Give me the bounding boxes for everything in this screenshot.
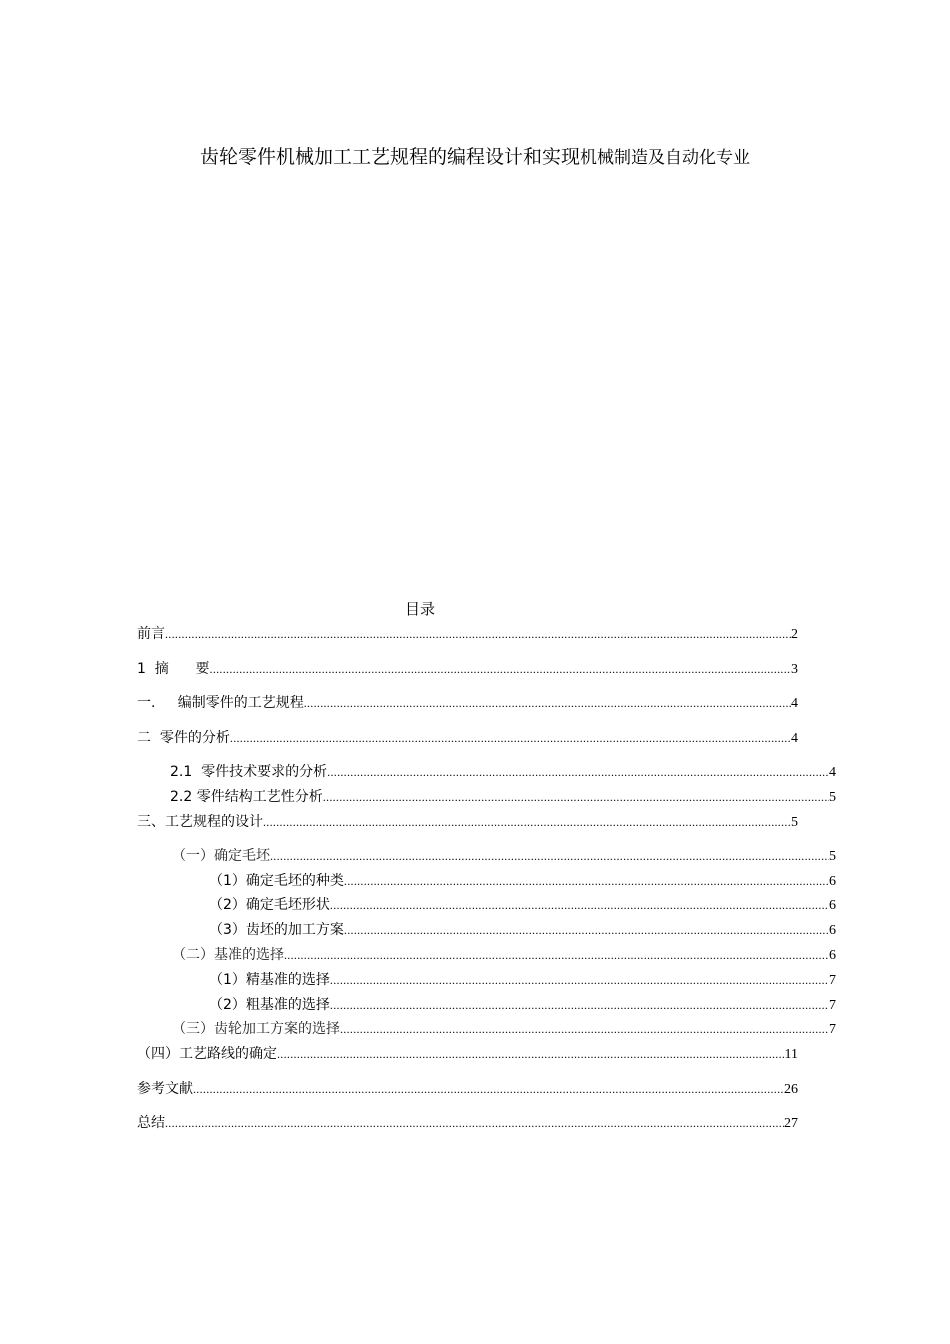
toc-entry-page: 6	[829, 948, 836, 963]
toc-entry-preface[interactable]	[137, 625, 798, 643]
toc-entry-label: （一）确定毛坯	[172, 848, 270, 864]
toc-entry-page: 5	[829, 849, 836, 864]
toc-entry-label: （1）精基准的选择	[209, 972, 330, 988]
toc-leader-dots	[330, 971, 829, 989]
toc-leader-dots	[330, 896, 829, 914]
toc-entry-3-2-1[interactable]	[209, 971, 836, 989]
toc-leader-dots	[263, 813, 791, 831]
toc-entry-label: 参考文献	[137, 1081, 193, 1097]
toc-entry-label: 一. 编制零件的工艺规程	[137, 695, 304, 711]
toc-leader-dots	[277, 1045, 785, 1063]
toc-entry-label: （四）工艺路线的确定	[137, 1046, 277, 1062]
document-title	[0, 142, 950, 169]
toc-leader-dots	[210, 660, 791, 678]
toc-entry-label: （2）确定毛坯形状	[209, 897, 330, 913]
toc-leader-dots	[327, 763, 829, 781]
toc-entry-abstract[interactable]	[137, 660, 798, 678]
toc-entry-label: 三、工艺规程的设计	[137, 814, 263, 830]
toc-leader-dots	[165, 625, 791, 643]
toc-entry-3-4[interactable]	[137, 1045, 798, 1063]
toc-leader-dots	[330, 996, 829, 1014]
toc-entry-3-3[interactable]	[172, 1020, 836, 1038]
toc-entry-page: 27	[784, 1116, 798, 1131]
toc-entry-3-1[interactable]	[172, 847, 836, 865]
toc-entry-page: 7	[829, 973, 836, 988]
toc-entry-label: 1 摘 要	[137, 661, 210, 677]
toc-entry-page: 6	[829, 874, 836, 889]
toc-entry-label: （3）齿坯的加工方案	[209, 922, 344, 938]
toc-leader-dots	[165, 1114, 784, 1132]
toc-entry-label: （二）基准的选择	[172, 947, 284, 963]
toc-entry-section-2[interactable]	[137, 729, 798, 747]
toc-entry-label: （三）齿轮加工方案的选择	[172, 1021, 340, 1037]
toc-entry-3-1-2[interactable]	[209, 896, 836, 914]
toc-entry-conclusion[interactable]	[137, 1114, 798, 1132]
toc-leader-dots	[230, 729, 791, 747]
toc-leader-dots	[284, 946, 829, 964]
toc-entry-label: 2.2 零件结构工艺性分析	[170, 789, 323, 805]
toc-entry-3-1-3[interactable]	[209, 921, 836, 939]
toc-entry-page: 5	[829, 790, 836, 805]
toc-entry-page: 6	[829, 923, 836, 938]
toc-entry-page: 11	[784, 1047, 798, 1062]
toc-entry-3-2-2[interactable]	[209, 996, 836, 1014]
toc-entry-page: 6	[829, 898, 836, 913]
toc-entry-page: 4	[791, 731, 798, 746]
title-main: 齿轮零件机械加工工艺规程的编程设计和实现	[199, 146, 580, 168]
toc-leader-dots	[193, 1080, 784, 1098]
toc-entry-label: （1）确定毛坯的种类	[209, 873, 344, 889]
toc-entry-label: 二 零件的分析	[137, 730, 230, 746]
toc-entry-page: 7	[829, 1022, 836, 1037]
toc-entry-3-2[interactable]	[172, 946, 836, 964]
toc-entry-page: 4	[829, 765, 836, 780]
toc-entry-references[interactable]	[137, 1080, 798, 1098]
toc-leader-dots	[344, 872, 829, 890]
toc-entry-section-3[interactable]	[137, 813, 798, 831]
toc-leader-dots	[270, 847, 829, 865]
toc-entry-label: 2.1 零件技术要求的分析	[170, 764, 328, 780]
toc-entry-page: 2	[791, 627, 798, 642]
toc-entry-2-1[interactable]	[170, 763, 836, 781]
toc-entry-page: 4	[791, 696, 798, 711]
toc-entry-section-1[interactable]	[137, 694, 798, 712]
toc-entry-label: （2）粗基准的选择	[209, 997, 330, 1013]
toc-leader-dots	[304, 694, 791, 712]
toc-entry-label: 总结	[137, 1115, 165, 1131]
toc-leader-dots	[344, 921, 829, 939]
toc-entry-3-1-1[interactable]	[209, 872, 836, 890]
toc-entry-page: 7	[829, 998, 836, 1013]
toc-entry-page: 26	[784, 1082, 798, 1097]
toc-entry-page: 3	[791, 662, 798, 677]
toc-heading: 目录	[404, 600, 435, 618]
title-subtitle: 机械制造及自动化专业	[580, 148, 750, 168]
toc-entry-page: 5	[791, 815, 798, 830]
toc-leader-dots	[323, 788, 829, 806]
toc-entry-label: 前言	[137, 626, 165, 642]
toc-entry-2-2[interactable]	[170, 788, 836, 806]
toc-leader-dots	[340, 1020, 829, 1038]
